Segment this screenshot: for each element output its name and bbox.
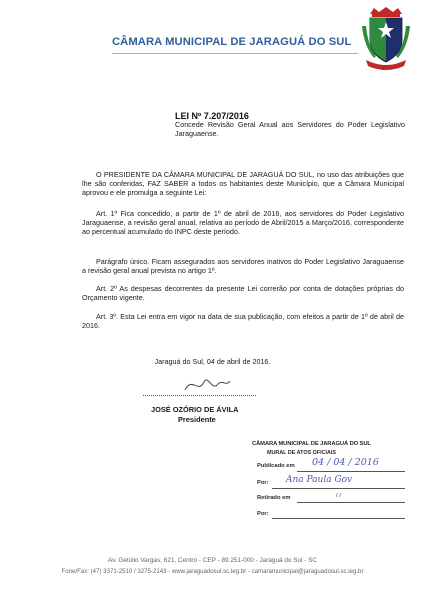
signature-scribble [182, 372, 232, 396]
article-2-paragraph: Art. 2º As despesas decorrentes da presente Lei correrão por conta de dotações próprias do Orçamento vigente. [82, 284, 404, 303]
footer-separator: - [247, 568, 250, 575]
footer-email-link[interactable]: camaramunicipal@jaraguadosul.sc.leg.br [251, 568, 364, 575]
law-number: LEI Nº 7.207/2016 [175, 111, 249, 121]
article-1-paragraph: Art. 1º Fica concedido, a partir de 1º de abril de 2016, aos servidores do Poder Legislativo Jaraguaense, a revisão geral anual, relativa ao período de Abril/2015 a Março/2016, correspondente ao percentual acumulado do INPC deste período. [82, 209, 404, 237]
signer-role: Presidente [178, 415, 216, 424]
published-by-label: Por: [257, 480, 269, 486]
coat-of-arms-icon [360, 6, 412, 72]
removed-label: Retirado em [257, 495, 291, 501]
signature-line [143, 395, 256, 396]
page-title: CÂMARA MUNICIPAL DE JARAGUÁ DO SUL [112, 36, 352, 48]
publication-stamp [252, 441, 410, 529]
footer-phone: Fone/Fax: (47) 3371-2510 / 3275-2143 [61, 568, 167, 575]
removed-by-label: Por: [257, 511, 269, 517]
removed-line [297, 502, 405, 503]
published-by-line [272, 488, 405, 489]
footer-website-link[interactable]: www.jaraguadosul.sc.leg.br [171, 568, 247, 575]
stamp-subtitle: MURAL DE ATOS OFICIAIS [267, 450, 336, 456]
stamp-title: CÂMARA MUNICIPAL DE JARAGUÁ DO SUL [252, 441, 371, 447]
footer-contact [0, 568, 425, 575]
footer-address: Av. Getúlio Vargas, 621, Centro - CEP - 89.251-000 - Jaraguá do Sul - SC [107, 557, 318, 564]
published-line [297, 471, 405, 472]
law-summary: Concede Revisão Geral Anual aos Servidores do Poder Legislativo Jaraguaense. [175, 120, 405, 139]
signer-name: JOSÉ OZÓRIO DE ÁVILA [151, 405, 239, 414]
footer-separator: - [168, 568, 171, 575]
published-label: Publicado em [257, 463, 295, 469]
article-3-paragraph: Art. 3º. Esta Lei entra em vigor na data de sua publicação, com efeitos a partir de 1º de abril de 2016. [82, 312, 404, 331]
removed-date-slots: / / [336, 493, 341, 499]
published-date: 04 / 04 / 2016 [312, 457, 379, 468]
removed-by-line [272, 518, 405, 519]
preamble-paragraph: O PRESIDENTE DA CÂMARA MUNICIPAL DE JARAGUÁ DO SUL, no uso das atribuições que lhe são conferidas, FAZ SABER a todos os habitantes deste Município, que a Câmara Municipal aprovou e ele promulga a seguinte Lei: [82, 170, 404, 198]
published-by-name: Ana Paula Gov [286, 475, 353, 485]
signing-date: Jaraguá do Sul, 04 de abril de 2016. [154, 357, 271, 366]
sole-paragraph: Parágrafo único. Ficam assegurados aos servidores inativos do Poder Legislativo Jaraguaense a revisão geral anual prevista no artigo 1º. [82, 257, 404, 276]
header-divider [112, 53, 358, 54]
